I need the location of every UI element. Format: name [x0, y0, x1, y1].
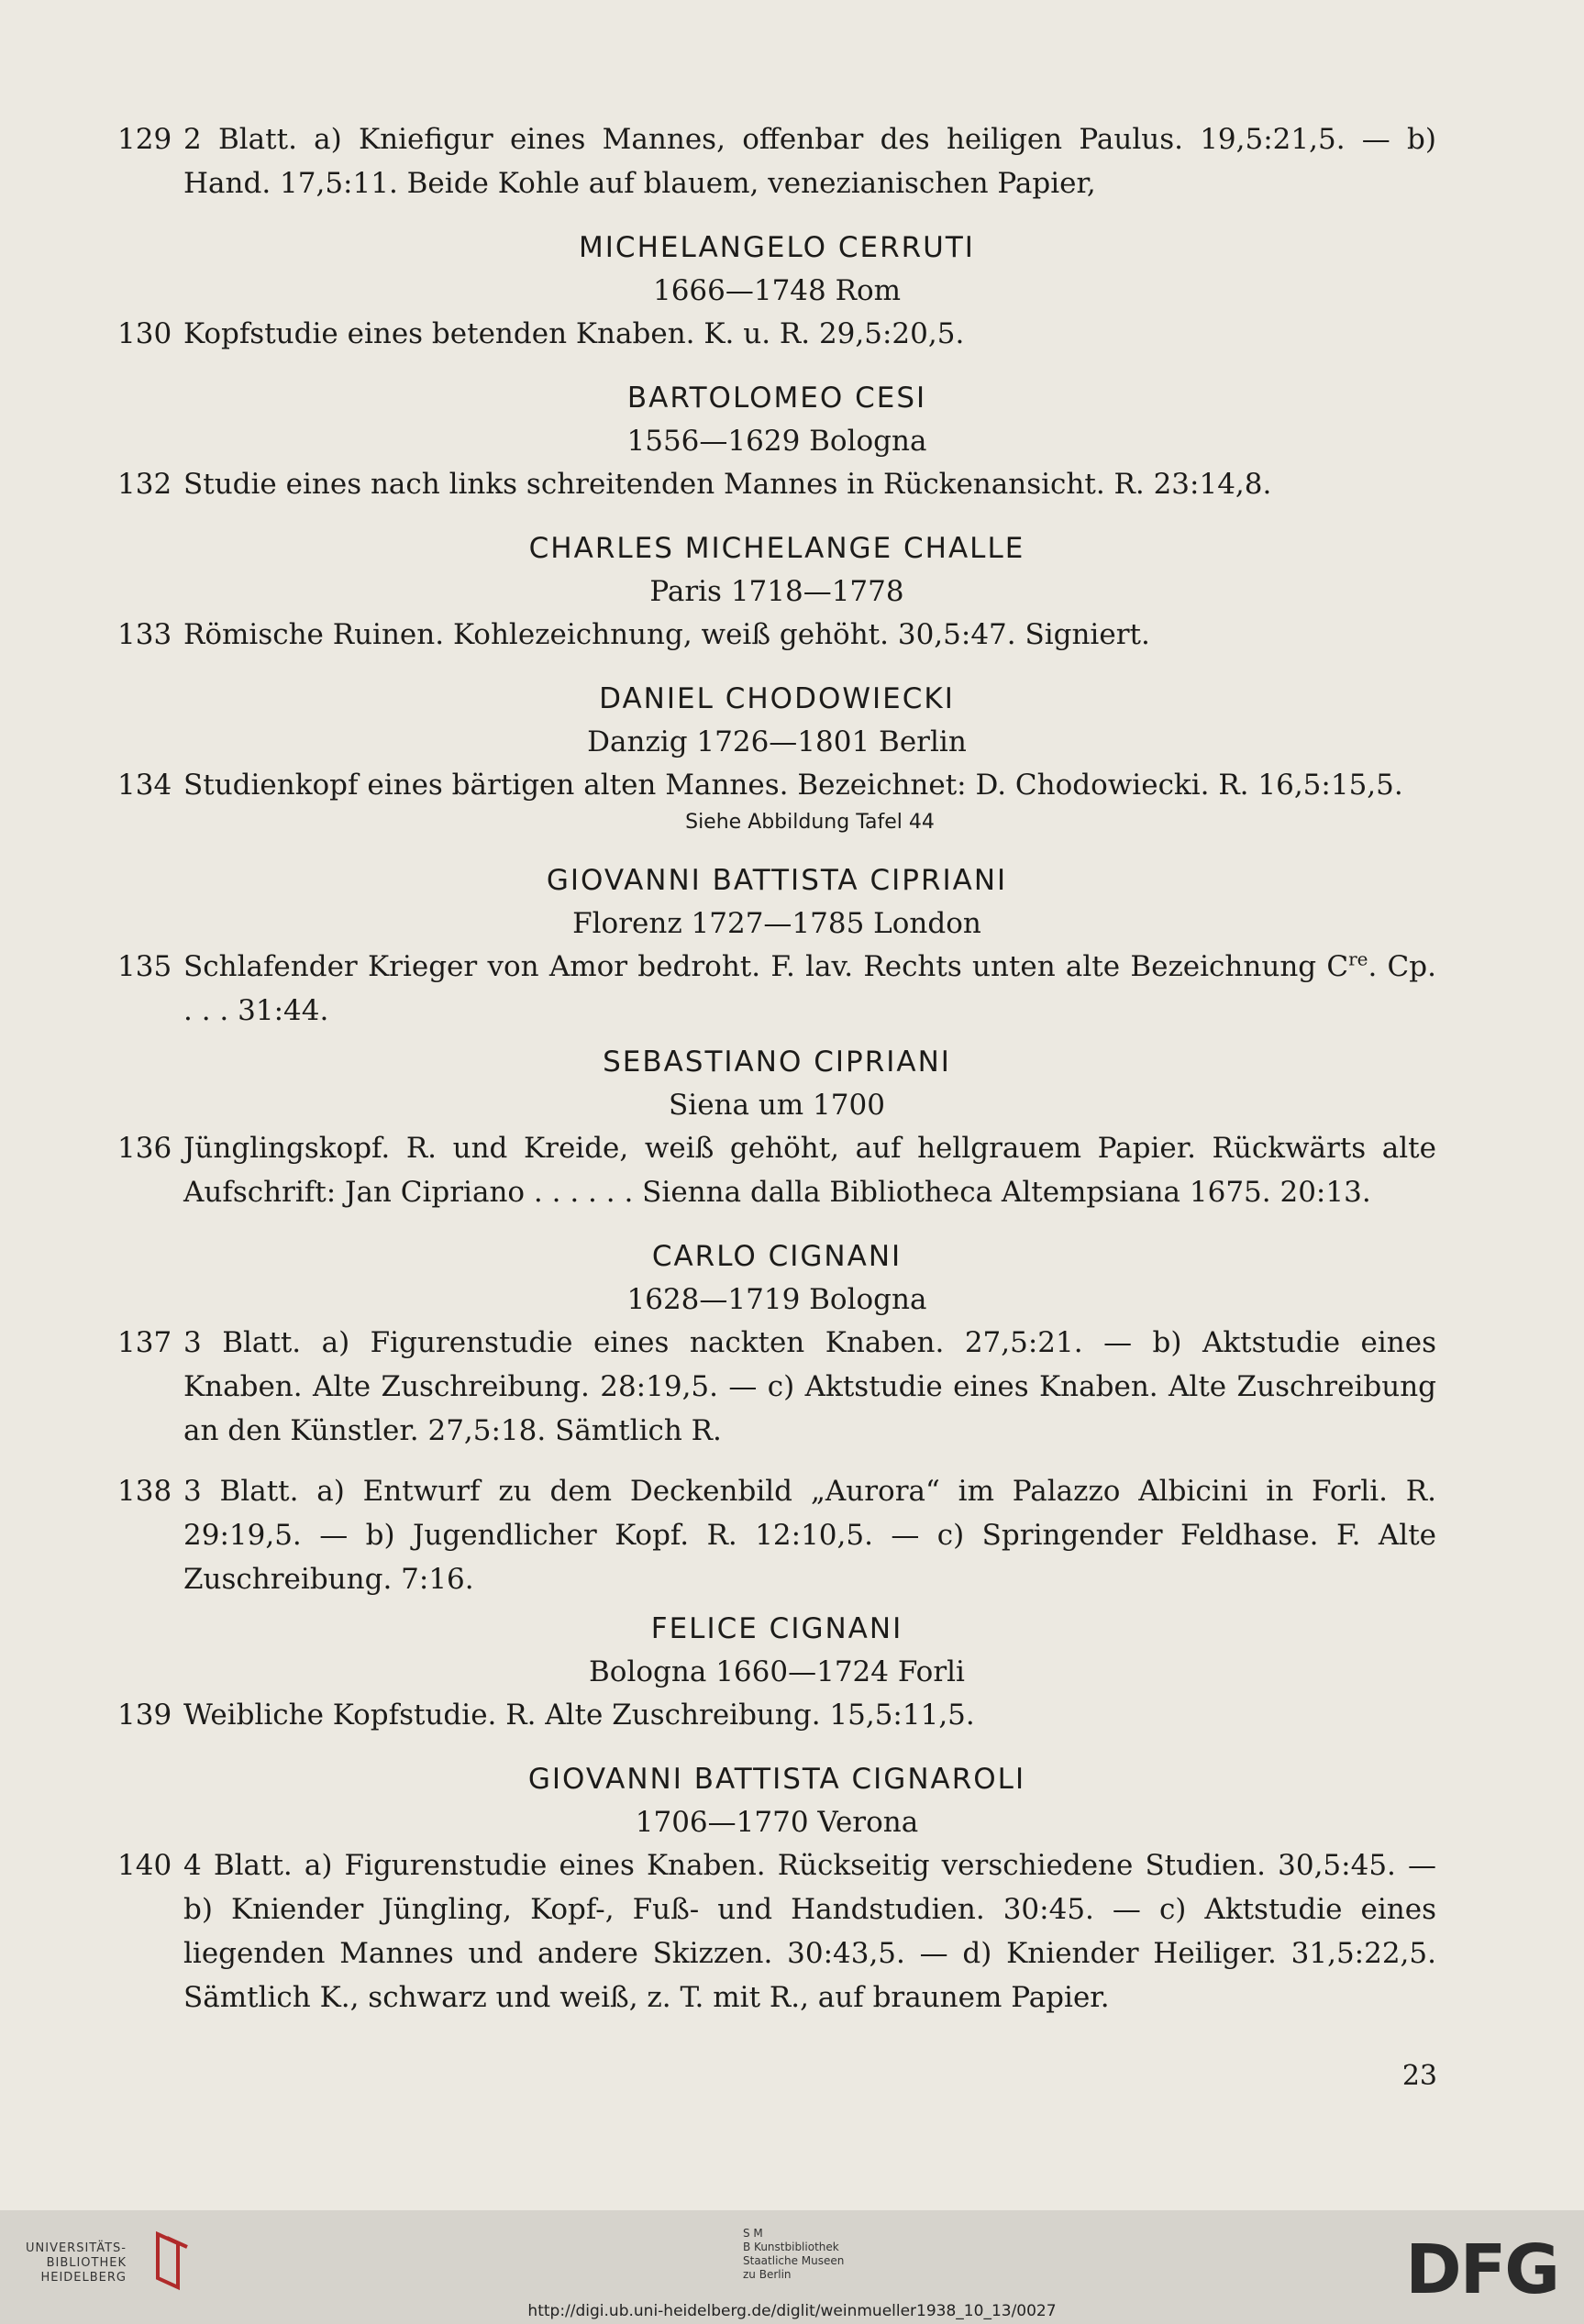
artist-heading — [117, 1040, 1436, 1126]
entry-number: 132 — [117, 468, 172, 501]
library-logo-text — [26, 2241, 127, 2285]
artist-heading — [117, 1234, 1436, 1321]
artist-name: DANIEL CHODOWIECKI — [599, 682, 955, 715]
catalogue-entry — [117, 1693, 1436, 1737]
entry-text-part: Schlafender Krieger von Amor bedroht. F. lav. Rechts unten alte Bezeichnung C — [183, 950, 1349, 983]
entry-text — [183, 945, 1436, 1033]
artist-name: GIOVANNI BATTISTA CIGNAROLI — [527, 1763, 1026, 1796]
artist-dates: 1666—1748 Rom — [652, 274, 902, 307]
artist-heading — [117, 1757, 1436, 1843]
library-line: BIBLIOTHEK — [46, 2256, 127, 2270]
artist-dates: Siena um 1700 — [669, 1089, 885, 1122]
entry-text: 2 Blatt. a) Kniefigur eines Mannes, offenbar des heiligen Paulus. 19,5:21,5. — b) Hand. 17,5:11. Beide Kohle auf blauem, venezianischen Papier, — [183, 123, 1436, 200]
entry-number: 133 — [117, 618, 172, 651]
catalogue-entry — [117, 1469, 1436, 1601]
artist-name: BARTOLOMEO CESI — [626, 382, 927, 415]
entry-number: 138 — [117, 1475, 172, 1508]
artist-dates: Paris 1718—1778 — [649, 575, 904, 608]
entry-text: 4 Blatt. a) Figurenstudie eines Knaben. Rückseitig verschiedene Studien. 30,5:45. — b) Kniender Jüngling, Kopf-, Fuß- und Handstudien. 30:45. — c) Aktstudie eines liegenden Mannes und andere Skizzen. 30:43,5. — d) Kniender Heiliger. 31,5:22,5. Sämtlich K., schwarz und weiß, z. T. mit R., auf braunem Papier. — [183, 1849, 1436, 2014]
catalogue-entry — [117, 945, 1436, 1033]
entry-text: Weibliche Kopfstudie. R. Alte Zuschreibung. 15,5:11,5. — [183, 1699, 975, 1732]
entry-text: Studienkopf eines bärtigen alten Mannes. Bezeichnet: D. Chodowiecki. R. 16,5:15,5. — [183, 769, 1403, 802]
artist-heading — [117, 677, 1436, 763]
catalogue-column — [117, 117, 1436, 2020]
library-logo-icon — [150, 2229, 191, 2293]
catalogue-entry — [117, 117, 1436, 205]
catalogue-entry — [117, 613, 1436, 657]
entry-number: 140 — [117, 1849, 172, 1882]
source-url[interactable]: http://digi.ub.uni-heidelberg.de/diglit/weinmueller1938_10_13/0027 — [527, 2302, 1057, 2320]
entry-text: Kopfstudie eines betenden Knaben. K. u. R. 29,5:20,5. — [183, 317, 965, 350]
plate-reference: Siehe Abbildung Tafel 44 — [685, 811, 935, 834]
dfg-logo: DFG — [1405, 2230, 1558, 2309]
entry-number: 137 — [117, 1326, 172, 1359]
entry-number: 136 — [117, 1132, 172, 1165]
catalogue-entry — [117, 1843, 1436, 2020]
spacer — [117, 1453, 1436, 1469]
museum-line: B Kunstbibliothek — [743, 2241, 839, 2253]
entry-number: 135 — [117, 950, 172, 983]
entry-text: Jünglingskopf. R. und Kreide, weiß gehöht, auf hellgrauem Papier. Rückwärts alte Aufschrift: Jan Cipriano . . . . . . Sienna dalla Bibliotheca Altempsiana 1675. 20:13. — [183, 1132, 1436, 1209]
page-number: 23 — [1401, 2060, 1437, 2092]
artist-heading — [117, 526, 1436, 613]
library-line: HEIDELBERG — [40, 2271, 127, 2285]
entry-number: 134 — [117, 769, 172, 802]
artist-name: SEBASTIANO CIPRIANI — [603, 1046, 951, 1079]
entry-number: 129 — [117, 123, 172, 156]
artist-heading — [117, 376, 1436, 462]
library-line: UNIVERSITÄTS- — [26, 2241, 127, 2255]
artist-dates: 1556—1629 Bologna — [626, 425, 927, 458]
entry-number: 139 — [117, 1699, 172, 1732]
entry-text: Römische Ruinen. Kohlezeichnung, weiß gehöht. 30,5:47. Signiert. — [183, 618, 1150, 651]
superscript: re — [1348, 947, 1368, 970]
museum-line: Staatliche Museen — [743, 2254, 845, 2267]
museum-line: S M — [743, 2227, 763, 2240]
artist-dates: 1706—1770 Verona — [635, 1806, 919, 1839]
entry-text: 3 Blatt. a) Entwurf zu dem Deckenbild „Aurora“ im Palazzo Albicini in Forli. R. 29:19,5. — b) Jugendlicher Kopf. R. 12:10,5. — c) Springender Feldhase. F. Alte Zuschreibung. 7:16. — [183, 1475, 1436, 1596]
entry-number: 130 — [117, 317, 172, 350]
artist-heading — [117, 1607, 1436, 1693]
digitization-footer — [0, 2210, 1584, 2324]
artist-name: CHARLES MICHELANGE CHALLE — [528, 532, 1025, 565]
museum-line: zu Berlin — [743, 2268, 792, 2281]
artist-dates: Danzig 1726—1801 Berlin — [587, 725, 967, 758]
artist-dates: Bologna 1660—1724 Forli — [589, 1655, 965, 1688]
entry-text: 3 Blatt. a) Figurenstudie eines nackten Knaben. 27,5:21. — b) Aktstudie eines Knaben. Alte Zuschreibung. 28:19,5. — c) Aktstudie eines Knaben. Alte Zuschreibung an den Künstler. 27,5:18. Sämtlich R. — [183, 1326, 1436, 1447]
catalogue-entry — [117, 1126, 1436, 1214]
artist-heading — [117, 858, 1436, 945]
artist-dates: Florenz 1727—1785 London — [572, 907, 981, 940]
artist-name: FELICE CIGNANI — [650, 1612, 903, 1645]
catalogue-entry — [117, 312, 1436, 356]
entry-text-part: . Cp. . . . 31:44. — [183, 950, 1436, 1027]
artist-name: MICHELANGELO CERRUTI — [579, 231, 975, 264]
artist-heading — [117, 226, 1436, 312]
artist-name: CARLO CIGNANI — [651, 1240, 903, 1273]
catalogue-entry — [117, 462, 1436, 506]
museum-logo-text — [743, 2227, 844, 2282]
artist-dates: 1628—1719 Bologna — [626, 1283, 927, 1316]
catalogue-entry — [117, 1321, 1436, 1453]
entry-text: Studie eines nach links schreitenden Mannes in Rückenansicht. R. 23:14,8. — [183, 468, 1272, 501]
artist-name: GIOVANNI BATTISTA CIPRIANI — [546, 864, 1008, 897]
catalogue-entry — [117, 763, 1436, 807]
